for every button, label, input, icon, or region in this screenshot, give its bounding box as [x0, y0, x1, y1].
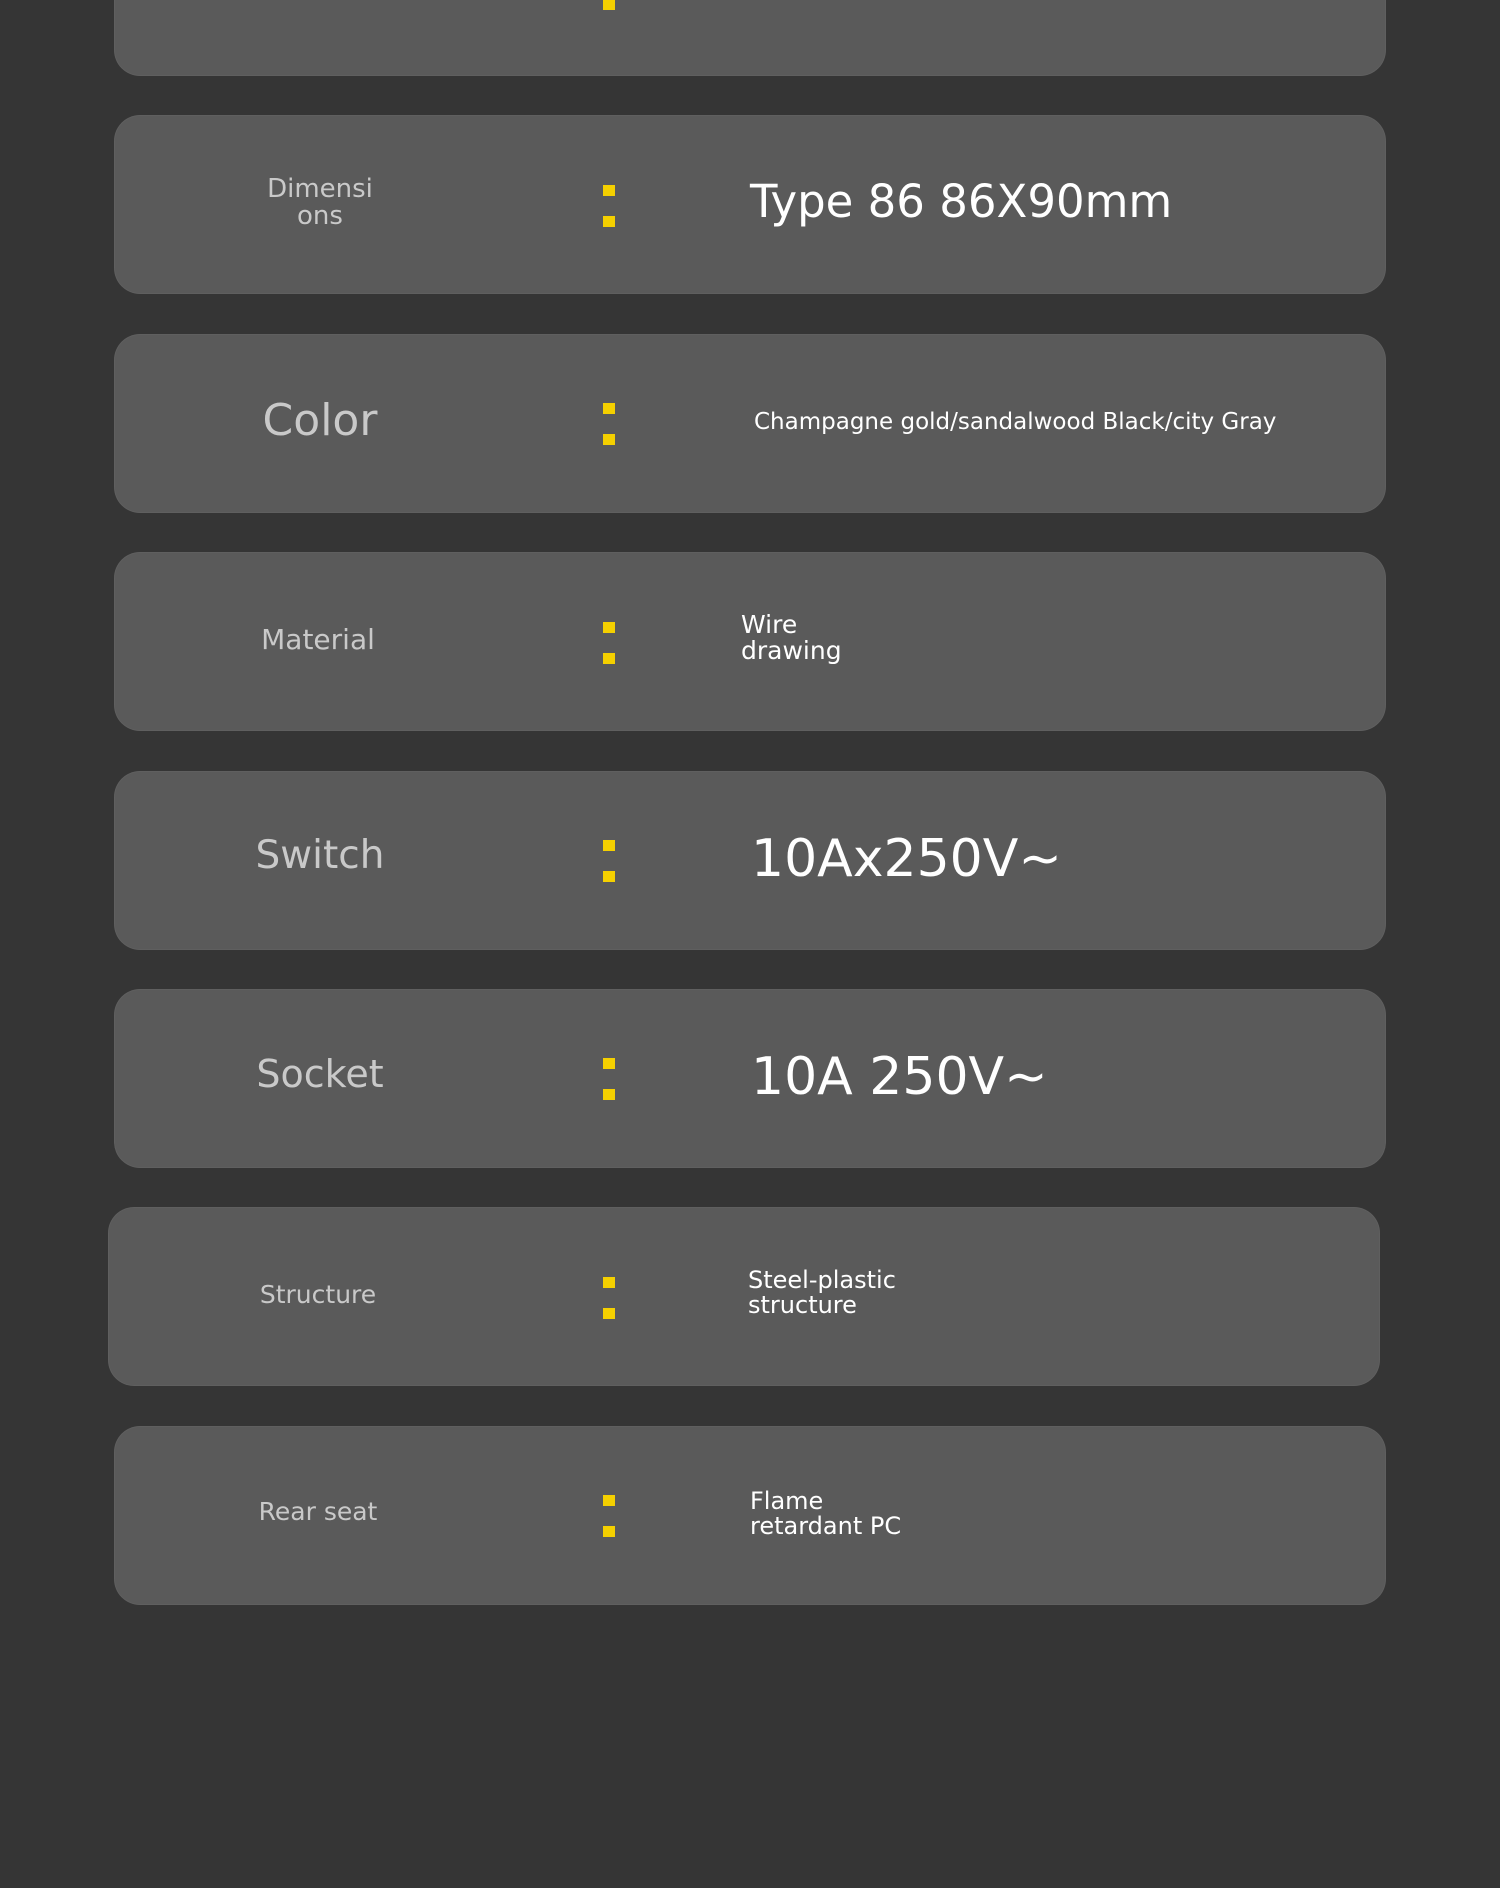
colon-separator — [603, 622, 615, 664]
spec-value-structure: Steel-plastic structure — [748, 1266, 896, 1320]
spec-value-color: Champagne gold/sandalwood Black/city Gray — [754, 409, 1277, 435]
spec-value-socket: 10A 250V~ — [751, 1047, 1048, 1107]
spec-label-material: Material — [261, 623, 375, 656]
spec-row-brand-cropped — [114, 0, 1386, 76]
spec-label-rear-seat: Rear seat — [258, 1497, 378, 1526]
colon-separator — [603, 0, 615, 10]
colon-separator — [603, 403, 615, 445]
colon-separator — [603, 185, 615, 227]
spec-label-color: Color — [262, 395, 378, 446]
spec-value-dimensions: Type 86 86X90mm — [750, 175, 1173, 228]
spec-value-switch: 10Ax250V~ — [751, 829, 1062, 889]
spec-label-socket: Socket — [256, 1052, 384, 1096]
spec-value-material: Wire drawing — [741, 610, 842, 666]
spec-label-structure: Structure — [259, 1280, 377, 1309]
spec-label-switch: Switch — [255, 833, 385, 878]
colon-separator — [603, 1277, 615, 1319]
spec-value-rear-seat: Flame retardant PC — [750, 1487, 902, 1541]
colon-separator — [603, 1495, 615, 1537]
colon-separator — [603, 840, 615, 882]
spec-label-dimensions: Dimensi ons — [267, 174, 373, 232]
colon-separator — [603, 1058, 615, 1100]
